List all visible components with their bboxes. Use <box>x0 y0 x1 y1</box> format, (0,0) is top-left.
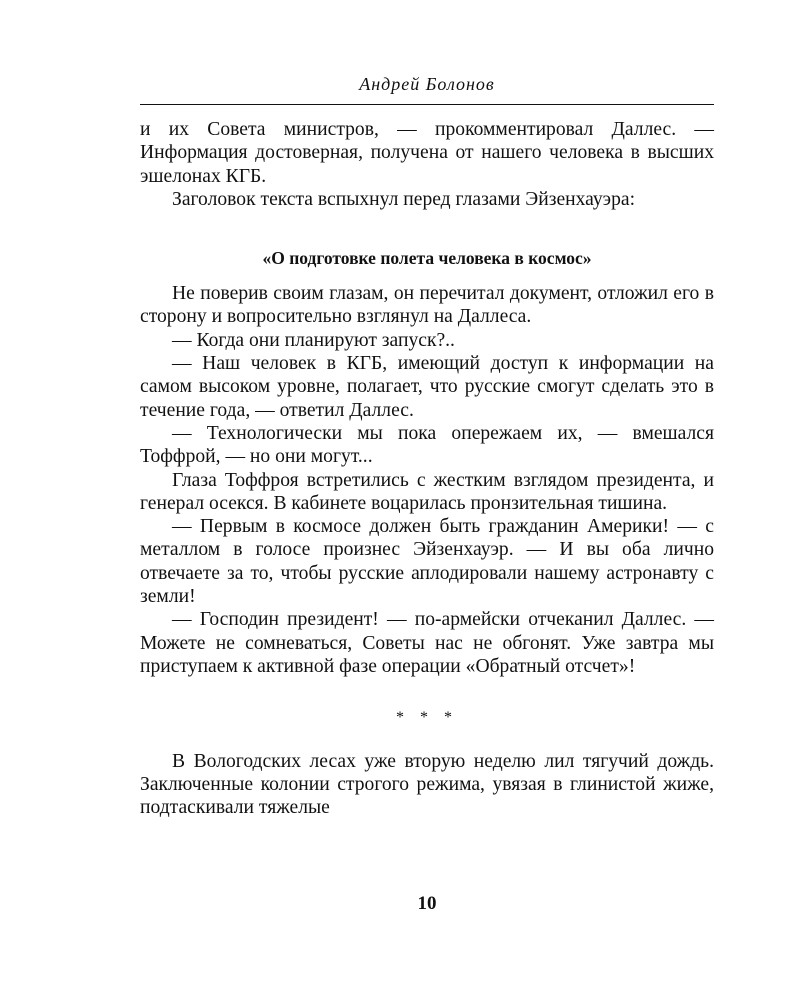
paragraph-9: — Господин президент! — по-армейски отчеканил Даллес. — Можете не сомневаться, Советы нас не обгонят. Уже завтра мы приступаем к активной фазе операции «Обратный отсчет»! <box>140 609 714 677</box>
paragraph-2: Заголовок текста вспыхнул перед глазами Эйзенхауэра: <box>172 188 636 210</box>
paragraph-8: — Первым в космосе должен быть гражданин Америки! — с металлом в голосе произнес Эйзенхауэр. — И вы оба лично отвечаете за то, чтобы русские аплодировали нашему астронавту с земли! <box>140 516 714 608</box>
body-text <box>140 118 714 819</box>
header-rule <box>140 104 714 105</box>
section-divider: * * * <box>396 709 458 727</box>
paragraph-7: Глаза Тоффроя встретились с жестким взглядом президента, и генерал осекся. В кабинете воцарилась пронзительная тишина. <box>140 469 714 514</box>
paragraph-10: В Вологодских лесах уже вторую неделю лил тягучий дождь. Заключенные колонии строгого режима, увязая в глинистой жиже, подтаскивали тяжелые <box>140 750 714 819</box>
paragraph-6: — Технологически мы пока опережаем их, — вмешался Тоффрой, — но они могут... <box>140 422 714 468</box>
paragraph-4: — Когда они планируют запуск?.. <box>172 329 455 351</box>
paragraph-3: Не поверив своим глазам, он перечитал документ, отложил его в сторону и вопросительно взглянул на Даллеса. <box>140 283 714 328</box>
paragraph-1: и их Совета министров, — прокомментировал Даллес. — Информация достоверная, получена от нашего человека в высших эшелонах КГБ. <box>140 119 714 187</box>
paragraph-5: — Наш человек в КГБ, имеющий доступ к информации на самом высоком уровне, полагает, что русские смогут сделать это в течение года, — ответил Даллес. <box>140 353 714 421</box>
page-number: 10 <box>417 893 437 914</box>
document-title: «О подготовке полета человека в космос» <box>262 248 592 269</box>
running-head-author: Андрей Болонов <box>359 74 495 94</box>
